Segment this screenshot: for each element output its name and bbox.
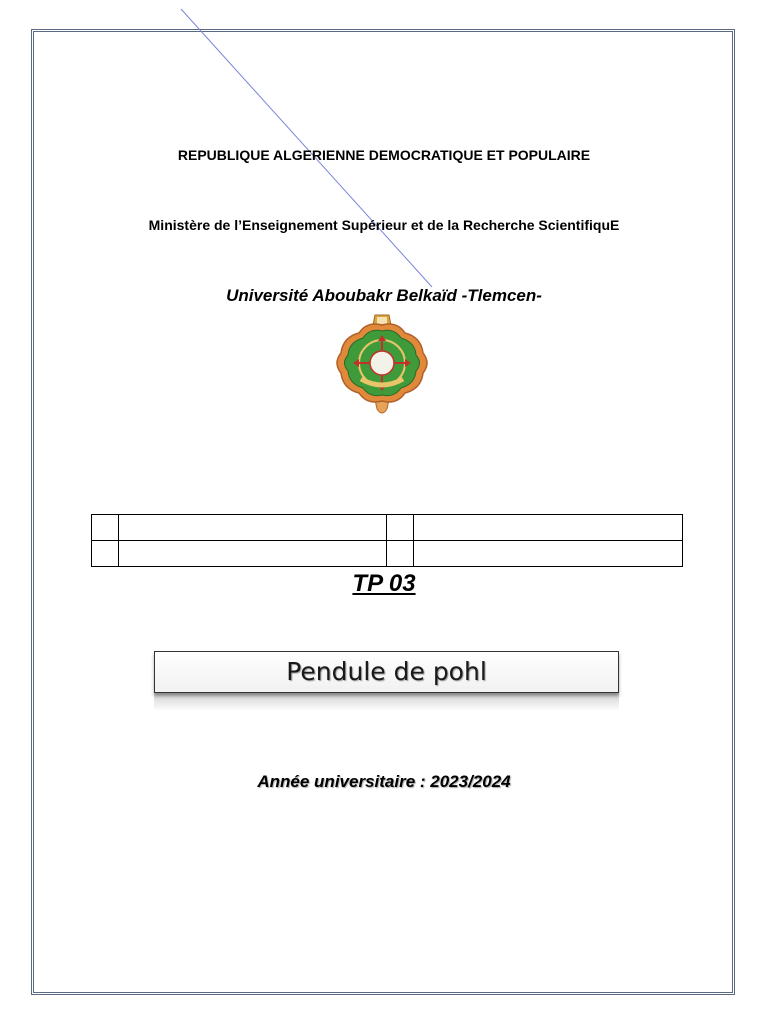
table-cell (414, 541, 683, 567)
table-row (92, 515, 683, 541)
tp-label: TP 03 (352, 570, 416, 597)
table-row (92, 541, 683, 567)
table-cell (387, 515, 414, 541)
table-cell (387, 541, 414, 567)
document-title: Pendule de pohl (286, 657, 487, 686)
university-heading: Université Aboubakr Belkaïd -Tlemcen- (226, 286, 542, 305)
table-cell (118, 541, 387, 567)
table-cell (92, 541, 119, 567)
table-cell (414, 515, 683, 541)
info-table (91, 514, 683, 567)
academic-year: Année universitaire : 2023/2024 (257, 772, 511, 791)
document-title-box (154, 651, 619, 693)
title-reflection (154, 693, 619, 711)
ministry-heading: Ministère de l’Enseignement Supérieur et de la Recherche ScientifiquE (148, 217, 620, 233)
country-heading: REPUBLIQUE ALGERIENNE DEMOCRATIQUE ET POPULAIRE (177, 147, 591, 163)
table-cell (92, 515, 119, 541)
table-cell (118, 515, 387, 541)
university-emblem-icon (331, 311, 433, 419)
